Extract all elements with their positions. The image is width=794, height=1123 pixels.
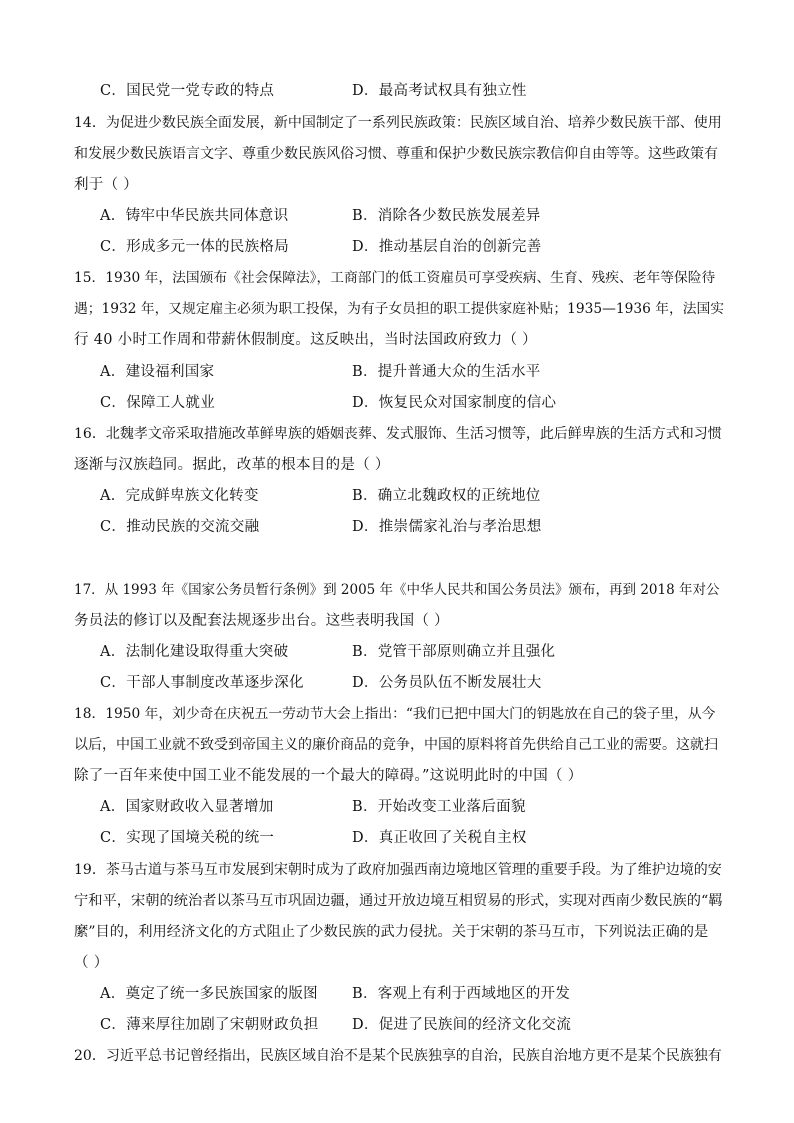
q14-option-c: C．形成多元一体的民族格局 bbox=[100, 239, 289, 255]
q16-stem-line-2: 逐渐与汉族趋同。据此，改革的根本目的是（ ） bbox=[74, 457, 390, 473]
q17-option-c: C．干部人事制度改革逐步深化 bbox=[100, 675, 304, 691]
q15-stem-line-3: 行 40 小时工作周和带薪休假制度。这反映出，当时法国政府致力（ ） bbox=[74, 332, 537, 348]
q15-option-a: A．建设福利国家 bbox=[100, 364, 215, 380]
q19-stem-line-4: （ ） bbox=[74, 955, 109, 971]
q13-option-c: C．国民党一党专政的特点 bbox=[100, 83, 275, 99]
q17-stem-line-2: 务员法的修订以及配套法规逐步出台。这些表明我国（ ） bbox=[74, 613, 449, 629]
q15-option-b: B．提升普通大众的生活水平 bbox=[352, 364, 541, 380]
q14-option-a: A．铸牢中华民族共同体意识 bbox=[100, 208, 289, 224]
q15-stem-line-1: 15．1930 年，法国颁布《社会保障法》，工商部门的低工资雇员可享受疾病、生育、残疾、老年等保险待 bbox=[74, 270, 716, 286]
q16-option-c: C．推动民族的交流交融 bbox=[100, 519, 260, 535]
q19-option-d: D．促进了民族间的经济文化交流 bbox=[352, 1017, 572, 1033]
q19-option-a: A．奠定了统一多民族国家的版图 bbox=[100, 986, 318, 1002]
q17-option-a: A．法制化建设取得重大突破 bbox=[100, 644, 289, 660]
q19-stem-line-2: 宁和平，宋朝的统治者以茶马互市巩固边疆，通过开放边境互相贸易的形式，实现对西南少数民族的“羁 bbox=[74, 893, 723, 909]
q20-stem-line-1: 20．习近平总书记曾经指出，民族区域自治不是某个民族独享的自治，民族自治地方更不是某个民族独有 bbox=[74, 1048, 722, 1064]
q14-stem-line-2: 和发展少数民族语言文字、尊重少数民族风俗习惯、尊重和保护少数民族宗教信仰自由等等。这些政策有 bbox=[74, 146, 718, 162]
q17-option-b: B．党管干部原则确立并且强化 bbox=[352, 644, 556, 660]
q17-stem-line-1: 17．从 1993 年《国家公务员暂行条例》到 2005 年《中华人民共和国公务员法》颁布，再到 2018 年对公 bbox=[74, 582, 720, 598]
q18-option-a: A．国家财政收入显著增加 bbox=[100, 799, 274, 815]
q19-stem-line-3: 縻”目的，利用经济文化的方式阻止了少数民族的武力侵扰。关于宋朝的茶马互市，下列说法正确的是 bbox=[74, 924, 709, 940]
q19-stem-line-1: 19．茶马古道与茶马互市发展到宋朝时成为了政府加强西南边境地区管理的重要手段。为了维护边境的安 bbox=[74, 862, 722, 878]
q16-option-d: D．推崇儒家礼治与孝治思想 bbox=[352, 519, 542, 535]
q14-option-b: B．消除各少数民族发展差异 bbox=[352, 208, 541, 224]
q19-option-c: C．薄来厚往加剧了宋朝财政负担 bbox=[100, 1017, 319, 1033]
q14-option-d: D．推动基层自治的创新完善 bbox=[352, 239, 542, 255]
q14-stem-line-1: 14．为促进少数民族全面发展，新中国制定了一系列民族政策：民族区域自治、培养少数民族干部、使用 bbox=[74, 115, 722, 131]
q18-option-b: B．开始改变工业落后面貌 bbox=[352, 799, 526, 815]
q17-option-d: D．公务员队伍不断发展壮大 bbox=[352, 675, 542, 691]
q18-stem-line-2: 以后，中国工业就不致受到帝国主义的廉价商品的竞争，中国的原料将首先供给自己工业的需要。这就扫 bbox=[74, 737, 718, 753]
q14-stem-line-3: 利于（ ） bbox=[74, 177, 139, 193]
q16-option-a: A．完成鲜卑族文化转变 bbox=[100, 488, 259, 504]
q18-stem-line-1: 18．1950 年，刘少奇在庆祝五一劳动节大会上指出：“我们已把中国大门的钥匙放在自己的袋子里，从今 bbox=[74, 706, 716, 722]
q13-option-d: D．最高考试权具有独立性 bbox=[352, 83, 527, 99]
q16-option-b: B．确立北魏政权的正统地位 bbox=[352, 488, 541, 504]
q18-option-c: C．实现了国境关税的统一 bbox=[100, 830, 275, 846]
q18-stem-line-3: 除了一百年来使中国工业不能发展的一个最大的障碍。”这说明此时的中国（ ） bbox=[74, 768, 583, 784]
q16-stem-line-1: 16．北魏孝文帝采取措施改革鲜卑族的婚姻丧葬、发式服饰、生活习惯等，此后鲜卑族的生活方式和习惯 bbox=[74, 426, 722, 442]
q18-option-d: D．真正收回了关税自主权 bbox=[352, 830, 527, 846]
q15-option-c: C．保障工人就业 bbox=[100, 395, 215, 411]
q15-stem-line-2: 遇；1932 年，又规定雇主必须为职工投保，为有子女员担的职工提供家庭补贴；1935—1936 年，法国实 bbox=[74, 301, 724, 317]
q19-option-b: B．客观上有利于西域地区的开发 bbox=[352, 986, 571, 1002]
q15-option-d: D．恢复民众对国家制度的信心 bbox=[352, 395, 557, 411]
